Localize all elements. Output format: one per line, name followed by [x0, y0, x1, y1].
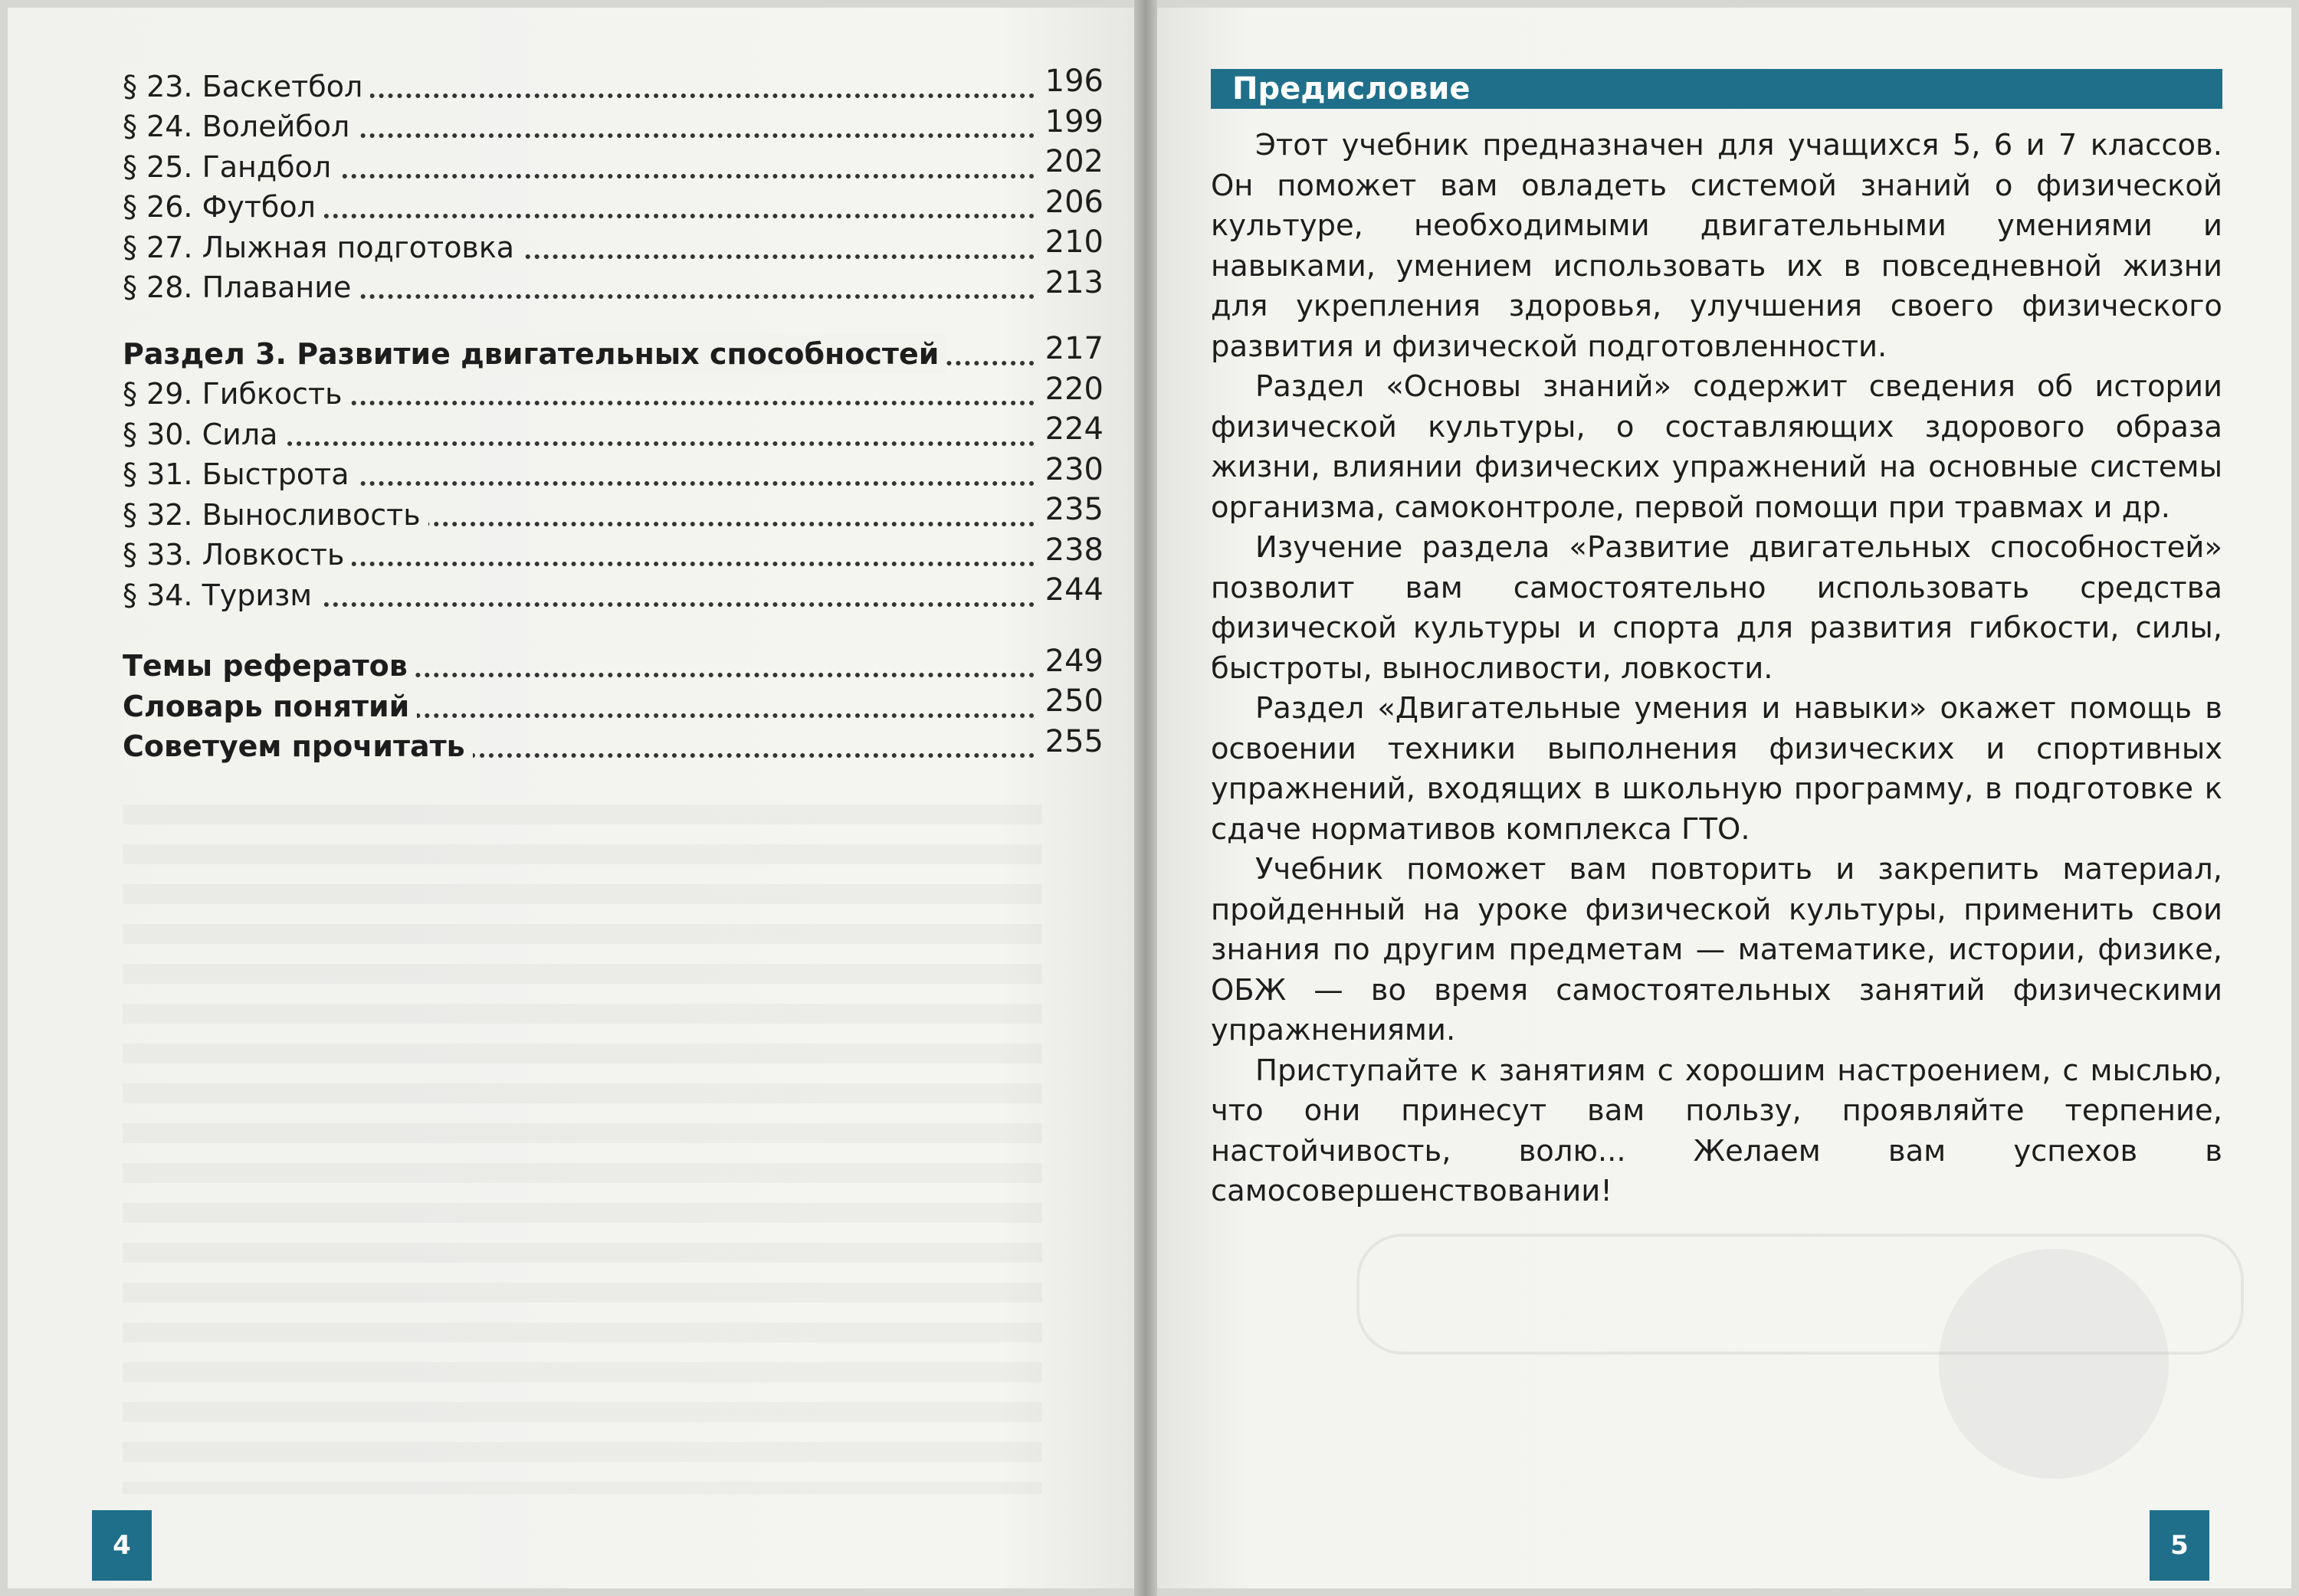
preface-paragraph: Этот учебник предназначен для учащихся 5, 6 и 7 классов. Он поможет вам овладеть системой знаний о физической культуре, необходимыми двигательными умениями и навыками, умением использовать их в повседневной жизни для укрепления здоровья, улучшения своего физического развития и физической подготовленности.	[1211, 128, 2222, 364]
left-page	[8, 8, 1134, 1588]
toc-entry-page: 210	[1045, 224, 1104, 260]
toc-entry-page: 220	[1045, 371, 1104, 407]
toc-entry[interactable]	[123, 683, 1104, 729]
toc-entry-page: 213	[1045, 264, 1104, 300]
toc-entry-label: Словарь понятий	[123, 687, 417, 726]
toc-entry-page: 250	[1045, 683, 1104, 719]
toc-entry-page: 244	[1045, 572, 1104, 608]
show-through-shading	[123, 805, 1042, 1494]
toc-entry-label: § 27. Лыжная подготовка	[123, 228, 522, 267]
toc-entry-label: § 33. Ловкость	[123, 535, 352, 575]
toc-entry[interactable]	[123, 532, 1104, 578]
toc-entry-page: 249	[1045, 643, 1104, 679]
toc-entry[interactable]	[123, 451, 1104, 498]
preface-paragraph: Приступайте к занятиям с хорошим настроением, с мыслью, что они принесут вам пользу, проявляйте терпение, настойчивость, волю... Желаем вам успехов в самосовершенствовании!	[1211, 1053, 2222, 1208]
toc-entry-label: § 31. Быстрота	[123, 454, 356, 494]
preface-paragraph: Раздел «Основы знаний» содержит сведения об истории физической культуры, о составляющих здорового образа жизни, влиянии физических упражнений на основные системы организма, самоконтроле, первой помощи при травмах и др.	[1211, 369, 2222, 525]
toc-entry[interactable]	[123, 264, 1104, 311]
table-of-contents	[123, 64, 1104, 769]
toc-entry-label: Советуем прочитать	[123, 726, 473, 766]
toc-entry-label: § 30. Сила	[123, 415, 285, 454]
toc-entry-label: § 24. Волейбол	[123, 107, 357, 146]
toc-entry[interactable]	[123, 144, 1104, 190]
toc-entry-label: § 25. Гандбол	[123, 147, 339, 187]
book-gutter	[1134, 0, 1157, 1596]
toc-section-heading[interactable]	[123, 331, 1104, 377]
page-number-badge: 5	[2150, 1510, 2209, 1581]
preface-paragraph: Раздел «Двигательные умения и навыки» окажет помощь в освоении техники выполнения физических и спортивных упражнений, входящих в школьную программу, в подготовке к сдаче нормативов комплекса ГТО.	[1211, 691, 2222, 847]
toc-entry-label: § 28. Плавание	[123, 267, 359, 307]
toc-entry-page: 255	[1045, 723, 1104, 759]
toc-entry-label: § 26. Футбол	[123, 187, 323, 227]
toc-entry-page: 206	[1045, 184, 1104, 220]
toc-entry-label: § 23. Баскетбол	[123, 67, 370, 107]
toc-entry[interactable]	[123, 103, 1104, 150]
toc-entry-page: 217	[1045, 331, 1104, 366]
page-number-badge: 4	[92, 1510, 152, 1581]
preface-paragraph: Учебник поможет вам повторить и закрепить материал, пройденный на уроке физической культуры, применить свои знания по другим предметам — математике, истории, физике, ОБЖ — во время самостоятельных занятий физическими упражнениями.	[1211, 852, 2222, 1047]
toc-entry-page: 235	[1045, 492, 1104, 527]
toc-entry-label: Темы рефератов	[123, 646, 415, 686]
right-page	[1157, 8, 2291, 1588]
toc-entry-page: 202	[1045, 144, 1104, 179]
preface-heading-bar	[1211, 69, 2222, 109]
toc-entry[interactable]	[123, 184, 1104, 231]
toc-entry-page: 230	[1045, 451, 1104, 487]
toc-entry[interactable]	[123, 572, 1104, 618]
toc-entry-page: 224	[1045, 411, 1104, 447]
toc-entry[interactable]	[123, 723, 1104, 770]
preface-paragraph: Изучение раздела «Развитие двигательных способностей» позволит вам самостоятельно использовать средства физической культуры и спорта для развития гибкости, силы, быстроты, выносливости, ловкости.	[1211, 530, 2222, 686]
toc-entry-label: § 34. Туризм	[123, 575, 320, 615]
toc-entry-label: § 29. Гибкость	[123, 374, 350, 414]
toc-entry[interactable]	[123, 643, 1104, 690]
toc-entry-page: 196	[1045, 64, 1104, 99]
toc-entry-label: § 32. Выносливость	[123, 495, 428, 535]
toc-entry-label: Раздел 3. Развитие двигательных способностей	[123, 334, 946, 374]
toc-entry[interactable]	[123, 371, 1104, 418]
preface-text	[1211, 126, 2222, 1212]
preface-heading: Предисловие	[1232, 71, 1471, 107]
toc-entry-page: 199	[1045, 103, 1104, 139]
toc-entry[interactable]	[123, 224, 1104, 270]
toc-entry[interactable]	[123, 411, 1104, 457]
show-through-circle	[1939, 1249, 2169, 1479]
toc-entry-page: 238	[1045, 532, 1104, 568]
toc-entry[interactable]	[123, 492, 1104, 538]
toc-entry[interactable]	[123, 64, 1104, 110]
